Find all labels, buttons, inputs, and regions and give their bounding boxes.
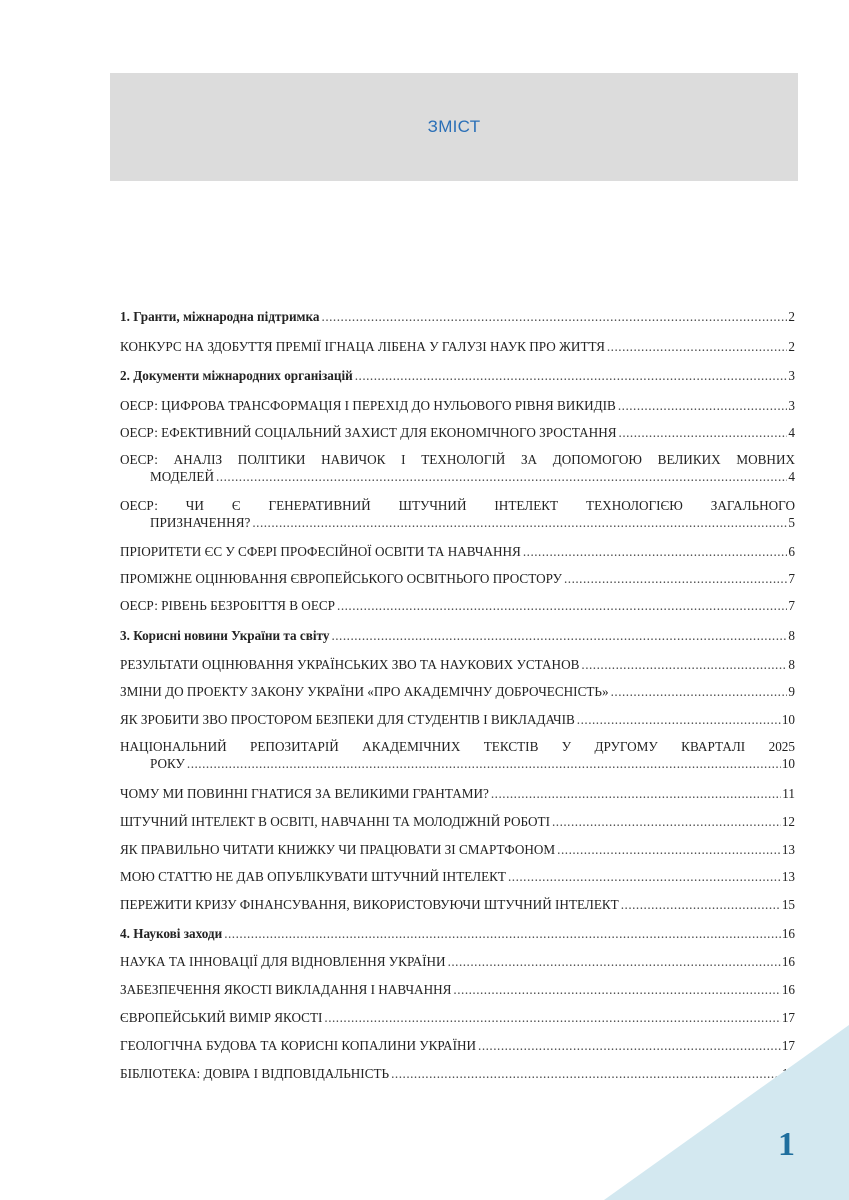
toc-page-number: 17	[781, 1010, 795, 1025]
toc-leader-dots	[187, 755, 781, 772]
toc-page-number: 3	[788, 368, 795, 383]
toc-entry[interactable]	[120, 711, 795, 728]
toc-entry[interactable]	[120, 1009, 795, 1026]
toc-page-number: 9	[788, 684, 795, 699]
toc-entry-title-line2: МОДЕЛЕЙ	[150, 469, 214, 484]
toc-entry-title: 3. Корисні новини України та світу	[120, 628, 330, 643]
toc-entry[interactable]	[120, 543, 795, 560]
toc-leader-dots	[552, 813, 781, 830]
toc-entry-title: ЗМІНИ ДО ПРОЕКТУ ЗАКОНУ УКРАЇНИ «ПРО АКАДЕМІЧНУ ДОБРОЧЕСНІСТЬ»	[120, 684, 609, 699]
toc-leader-dots	[621, 896, 781, 913]
toc-leader-dots	[224, 925, 781, 942]
toc-entry[interactable]	[120, 813, 795, 830]
toc-leader-dots	[607, 338, 788, 355]
toc-page-number: 2	[788, 339, 795, 354]
toc-page-number: 4	[788, 425, 795, 440]
toc-section-entry[interactable]	[120, 367, 795, 384]
toc-entry-title: ЯК ПРАВИЛЬНО ЧИТАТИ КНИЖКУ ЧИ ПРАЦЮВАТИ ЗІ СМАРТФОНОМ	[120, 842, 556, 857]
toc-entry-title: ЄВРОПЕЙСЬКИЙ ВИМІР ЯКОСТІ	[120, 1010, 323, 1025]
toc-leader-dots	[355, 367, 788, 384]
toc-entry-title: ШТУЧНИЙ ІНТЕЛЕКТ В ОСВІТІ, НАВЧАННІ ТА МОЛОДІЖНІЙ РОБОТІ	[120, 814, 550, 829]
toc-page-number: 8	[788, 628, 795, 643]
toc-section-entry[interactable]	[120, 627, 795, 644]
toc-entry[interactable]	[120, 738, 795, 772]
toc-leader-dots	[324, 1009, 780, 1026]
toc-entry[interactable]	[120, 338, 795, 355]
toc-entry-title: ЧОМУ МИ ПОВИННІ ГНАТИСЯ ЗА ВЕЛИКИМИ ГРАНТАМИ?	[120, 786, 489, 801]
toc-entry-title-line2: ПРИЗНАЧЕННЯ?	[150, 515, 251, 530]
toc-section-entry[interactable]	[120, 308, 795, 325]
toc-entry[interactable]	[120, 497, 795, 531]
toc-page-number: 10	[781, 712, 795, 727]
toc-page-number: 8	[788, 657, 795, 672]
toc-entry[interactable]	[120, 868, 795, 885]
toc-entry-title: КОНКУРС НА ЗДОБУТТЯ ПРЕМІЇ ІГНАЦА ЛІБЕНА У ГАЛУЗІ НАУК ПРО ЖИТТЯ	[120, 339, 605, 354]
toc-entry[interactable]	[120, 424, 795, 441]
toc-leader-dots	[611, 683, 788, 700]
toc-entry[interactable]	[120, 953, 795, 970]
toc-leader-dots	[252, 514, 787, 531]
toc-entry[interactable]	[120, 841, 795, 858]
toc-entry-title: ЯК ЗРОБИТИ ЗВО ПРОСТОРОМ БЕЗПЕКИ ДЛЯ СТУДЕНТІВ І ВИКЛАДАЧІВ	[120, 712, 575, 727]
toc-leader-dots	[523, 543, 788, 560]
toc-page-number: 11	[782, 786, 795, 801]
toc-entry-title: ОЕСР: РІВЕНЬ БЕЗРОБІТТЯ В ОЕСР	[120, 598, 336, 613]
toc-page-number: 16	[781, 982, 795, 997]
toc-entry[interactable]	[120, 570, 795, 587]
toc-leader-dots	[577, 711, 781, 728]
toc-section-entry[interactable]	[120, 925, 795, 942]
toc-entry-title-line1: НАЦІОНАЛЬНИЙ РЕПОЗИТАРІЙ АКАДЕМІЧНИХ ТЕКСТІВ У ДРУГОМУ КВАРТАЛІ 2025	[120, 739, 795, 754]
toc-leader-dots	[564, 570, 787, 587]
toc-entry-title-line1: ОЕСР: ЧИ Є ГЕНЕРАТИВНИЙ ШТУЧНИЙ ІНТЕЛЕКТ ТЕХНОЛОГІЄЮ ЗАГАЛЬНОГО	[120, 498, 795, 513]
toc-page-number: 4	[788, 469, 795, 484]
toc-entry[interactable]	[120, 981, 795, 998]
toc-leader-dots	[491, 785, 781, 802]
corner-triangle-shape	[604, 1025, 849, 1200]
toc-leader-dots	[618, 397, 788, 414]
toc-entry[interactable]	[120, 683, 795, 700]
toc-entry-title-line1: ОЕСР: АНАЛІЗ ПОЛІТИКИ НАВИЧОК І ТЕХНОЛОГІЙ ЗА ДОПОМОГОЮ ВЕЛИКИХ МОВНИХ	[120, 452, 795, 467]
toc-entry-title: ОЕСР: ЕФЕКТИВНИЙ СОЦІАЛЬНИЙ ЗАХИСТ ДЛЯ ЕКОНОМІЧНОГО ЗРОСТАННЯ	[120, 425, 617, 440]
toc-entry[interactable]	[120, 597, 795, 614]
toc-entry-title: ПРІОРИТЕТИ ЄС У СФЕРІ ПРОФЕСІЙНОЇ ОСВІТИ ТА НАВЧАННЯ	[120, 544, 521, 559]
toc-page-number: 16	[781, 954, 795, 969]
toc-page-number: 13	[781, 842, 795, 857]
toc-page-number: 7	[788, 571, 795, 586]
toc-leader-dots	[619, 424, 788, 441]
toc-page-number: 5	[788, 515, 795, 530]
toc-leader-dots	[557, 841, 781, 858]
toc-entry[interactable]	[120, 451, 795, 485]
toc-entry[interactable]	[120, 785, 795, 802]
toc-page-number: 3	[788, 398, 795, 413]
toc-entry-title: 4. Наукові заходи	[120, 926, 223, 941]
toc-page-number: 10	[781, 756, 795, 771]
toc-page-number: 7	[788, 598, 795, 613]
header-band	[110, 73, 798, 181]
page-number: 1	[778, 1126, 795, 1163]
toc-entry-title-line2: РОКУ	[150, 756, 185, 771]
toc-entry-title: 1. Гранти, міжнародна підтримка	[120, 309, 320, 324]
toc-leader-dots	[216, 468, 787, 485]
toc-page-number: 12	[781, 814, 795, 829]
toc-page-number: 2	[788, 309, 795, 324]
toc-leader-dots	[581, 656, 787, 673]
toc-leader-dots	[448, 953, 781, 970]
toc-leader-dots	[453, 981, 780, 998]
toc-leader-dots	[508, 868, 781, 885]
toc-entry-title: ПЕРЕЖИТИ КРИЗУ ФІНАНСУВАННЯ, ВИКОРИСТОВУЮЧИ ШТУЧНИЙ ІНТЕЛЕКТ	[120, 897, 619, 912]
toc-entry-title: НАУКА ТА ІННОВАЦІЇ ДЛЯ ВІДНОВЛЕННЯ УКРАЇНИ	[120, 954, 446, 969]
toc-entry[interactable]	[120, 896, 795, 913]
page-title: ЗМІСТ	[427, 117, 481, 136]
toc-leader-dots	[331, 627, 787, 644]
toc-entry-title: БІБЛІОТЕКА: ДОВІРА І ВІДПОВІДАЛЬНІСТЬ	[120, 1066, 390, 1081]
toc-page-number: 6	[788, 544, 795, 559]
toc-entry-title: ПРОМІЖНЕ ОЦІНЮВАННЯ ЄВРОПЕЙСЬКОГО ОСВІТНЬОГО ПРОСТОРУ	[120, 571, 562, 586]
toc-entry[interactable]	[120, 397, 795, 414]
toc-entry-title: РЕЗУЛЬТАТИ ОЦІНЮВАННЯ УКРАЇНСЬКИХ ЗВО ТА НАУКОВИХ УСТАНОВ	[120, 657, 580, 672]
toc-entry-title: МОЮ СТАТТЮ НЕ ДАВ ОПУБЛІКУВАТИ ШТУЧНИЙ ІНТЕЛЕКТ	[120, 869, 506, 884]
toc-entry-title: ГЕОЛОГІЧНА БУДОВА ТА КОРИСНІ КОПАЛИНИ УКРАЇНИ	[120, 1038, 477, 1053]
toc-page-number: 13	[781, 869, 795, 884]
corner-decoration	[604, 1025, 849, 1200]
toc-page-number: 15	[781, 897, 795, 912]
toc-entry-title: 2. Документи міжнародних організацій	[120, 368, 353, 383]
toc-entry-title: ОЕСР: ЦИФРОВА ТРАНСФОРМАЦІЯ І ПЕРЕХІД ДО НУЛЬОВОГО РІВНЯ ВИКИДІВ	[120, 398, 616, 413]
toc-entry[interactable]	[120, 656, 795, 673]
toc-page-number: 16	[781, 926, 795, 941]
toc-leader-dots	[337, 597, 787, 614]
toc-entry-title: ЗАБЕЗПЕЧЕННЯ ЯКОСТІ ВИКЛАДАННЯ І НАВЧАННЯ	[120, 982, 452, 997]
toc-page-number: 17	[781, 1038, 795, 1053]
toc-leader-dots	[322, 308, 788, 325]
